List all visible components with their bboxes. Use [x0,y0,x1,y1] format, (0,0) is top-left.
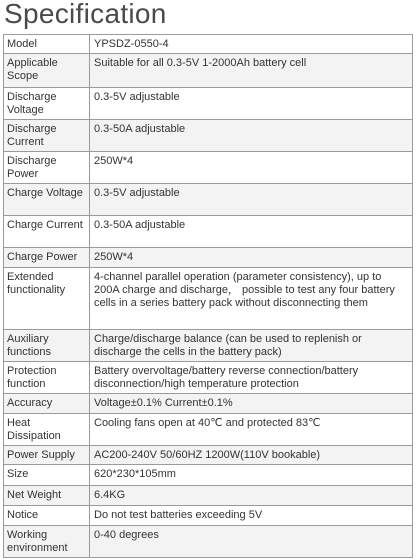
row-value: 4-channel parallel operation (parameter consistency), up to 200A charge and discharge， possible to test any four battery cells in a series battery pack without disconnecting them [90,268,413,330]
table-row [4,330,413,362]
row-label: Notice [4,506,90,526]
table-row [4,184,413,216]
table-row [4,526,413,558]
table-row [4,216,413,248]
row-label: Accuracy [4,394,90,414]
table-row [4,152,413,184]
table-row [4,88,413,120]
row-value: 0-40 degrees [90,526,413,558]
table-row [4,35,413,54]
row-value: Do not test batteries exceeding 5V [90,506,413,526]
table-row [4,414,413,446]
row-label: Protection function [4,362,90,394]
table-row [4,362,413,394]
row-value: 250W*4 [90,248,413,268]
row-value: Battery overvoltage/battery reverse connection/battery disconnection/high temperature protection [90,362,413,394]
row-label: Charge Voltage [4,184,90,216]
row-value: AC200-240V 50/60HZ 1200W(110V bookable) [90,446,413,465]
row-label: Heat Dissipation [4,414,90,446]
row-label: Size [4,465,90,486]
row-label: Applicable Scope [4,54,90,88]
row-label: Net Weight [4,486,90,506]
row-label: Discharge Power [4,152,90,184]
table-row [4,248,413,268]
row-value: 0.3-50A adjustable [90,120,413,152]
row-value: Charge/discharge balance (can be used to replenish or discharge the cells in the battery pack) [90,330,413,362]
table-row [4,54,413,88]
row-value: 620*230*105mm [90,465,413,486]
row-value: Voltage±0.1% Current±0.1% [90,394,413,414]
table-row [4,120,413,152]
table-row [4,506,413,526]
row-label: Discharge Current [4,120,90,152]
table-row [4,486,413,506]
row-value: 0.3-50A adjustable [90,216,413,248]
table-row [4,465,413,486]
row-label: Working environment [4,526,90,558]
row-value: 0.3-5V adjustable [90,184,413,216]
table-row [4,268,413,330]
row-label: Charge Current [4,216,90,248]
row-label: Model [4,35,90,54]
row-label: Charge Power [4,248,90,268]
row-label: Extended functionality [4,268,90,330]
row-value: Suitable for all 0.3-5V 1-2000Ah battery cell [90,54,413,88]
row-value: YPSDZ-0550-4 [90,35,413,54]
row-value: 6.4KG [90,486,413,506]
row-label: Power Supply [4,446,90,465]
row-value: Cooling fans open at 40℃ and protected 83℃ [90,414,413,446]
row-label: Discharge Voltage [4,88,90,120]
table-row [4,394,413,414]
row-label: Auxiliary functions [4,330,90,362]
page-title: Specification [4,0,167,29]
row-value: 0.3-5V adjustable [90,88,413,120]
spec-table [3,34,413,558]
table-row [4,446,413,465]
row-value: 250W*4 [90,152,413,184]
